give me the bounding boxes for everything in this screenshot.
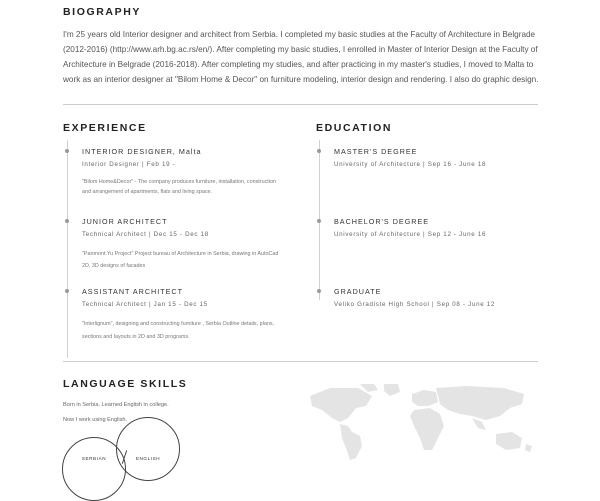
timeline-dot (317, 149, 321, 153)
education-entry-subtitle: Veliko Gradiste High School | Sep 08 - June 12 (334, 301, 496, 308)
timeline-dot (65, 289, 69, 293)
timeline-dot (317, 289, 321, 293)
language-circle-english (116, 417, 180, 481)
education-entry (334, 287, 534, 308)
experience-entry (82, 147, 282, 197)
language-title: LANGUAGE SKILLS (63, 378, 188, 390)
experience-entry-description: "Interlignum", designing and constructing furniture , Serbia Outline details, plans, sections and layouts in 2D and 3D programs. (82, 321, 275, 340)
experience-entry (82, 287, 282, 344)
experience-entry-description: "Bilom Home&Decor" - The company produces furniture, installation, construction and arrangement of apartments, flats and living space. (82, 179, 276, 195)
experience-timeline (67, 140, 68, 358)
education-entry (334, 217, 534, 238)
language-description: Born in Serbia. Learned English in college. (63, 402, 169, 408)
world-map-icon (300, 382, 550, 460)
experience-entry-subtitle: Technical Architect | Dec 15 - Dec 18 (82, 231, 209, 238)
experience-entry-title: INTERIOR DESIGNER, Malta (82, 147, 202, 156)
timeline-dot (65, 149, 69, 153)
education-entry-subtitle: University of Architecture | Sep 16 - June 18 (334, 161, 487, 168)
experience-entry-title: JUNIOR ARCHITECT (82, 217, 168, 226)
experience-entry-subtitle: Technical Architect | Jan 15 - Dec 15 (82, 301, 208, 308)
experience-title: EXPERIENCE (63, 122, 147, 134)
education-entry-subtitle: University of Architecture | Sep 12 - June 16 (334, 231, 487, 238)
divider (63, 104, 538, 105)
language-label-serbian: SERBIAN (81, 456, 107, 461)
education-entry-title: BACHELOR'S DEGREE (334, 217, 430, 226)
experience-entry-title: ASSISTANT ARCHITECT (82, 287, 184, 296)
education-entry-title: MASTER'S DEGREE (334, 147, 418, 156)
language-description: Now I work using English. (63, 417, 128, 423)
divider (63, 361, 538, 362)
timeline-dot (317, 219, 321, 223)
language-label-english: ENGLISH (135, 456, 161, 461)
timeline-dot (65, 219, 69, 223)
experience-entry (82, 217, 282, 272)
education-title: EDUCATION (316, 122, 393, 134)
experience-entry-description: "Panmont Yu Project" Project bureau of Architecture in Serbia, drawing in AutoCad 2D, 3D designs of facades (82, 251, 279, 269)
biography-title: BIOGRAPHY (63, 6, 141, 18)
experience-entry-subtitle: Interior Designer | Feb 19 - (82, 161, 176, 168)
education-entry (334, 147, 534, 168)
education-entry-title: GRADUATE (334, 287, 382, 296)
biography-text: I'm 25 years old Interior designer and architect from Serbia. I completed my basic studies at the Faculty of Architecture in Belgrade (2012-2016) (http://www.arh.bg.ac.rs/en/). After completing my basic studies, I enrolled in Master of Interior Design at the Faculty of Architecture in Belgrade (2016-2018). After completing my studies, and after practicing in my master's studies, I moved to Malta to work as an interior designer at "Bilom Home & Decor" on furniture modeling, interior design and rendering. I also do graphic design. (63, 30, 539, 84)
